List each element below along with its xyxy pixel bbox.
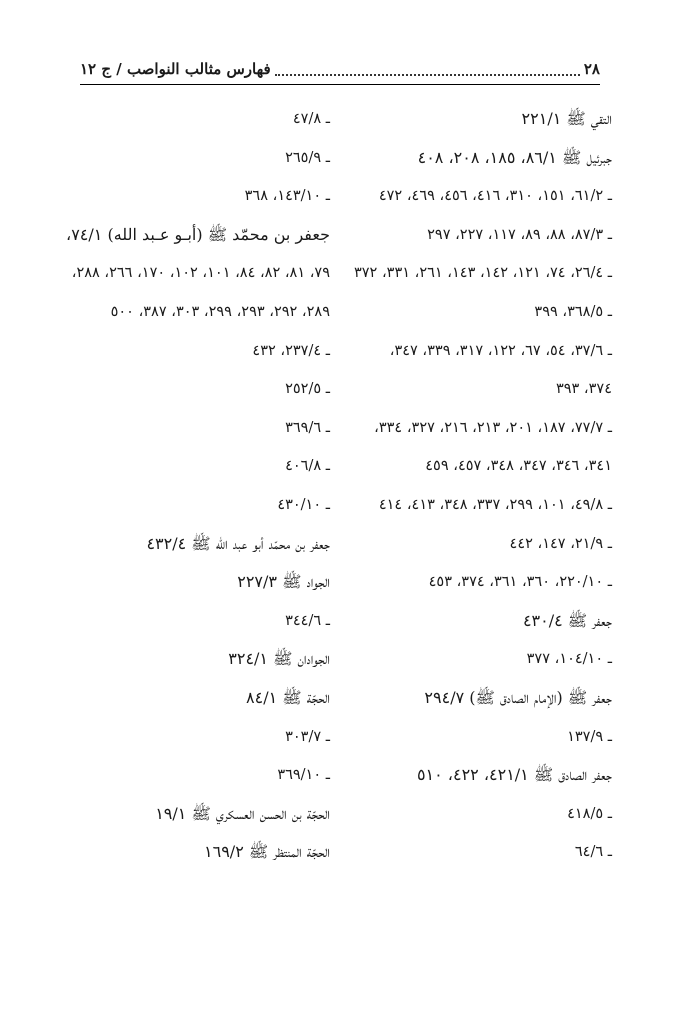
index-entry: ـ ٣٠٣/٧ (285, 728, 330, 745)
index-entry: ـ ٤٧/٨ (292, 111, 330, 127)
index-entry: ـ ٤٣٠/١٠ (277, 496, 330, 513)
index-entry: ـ ١٤٣/١٠، ٣٦٨ (244, 188, 330, 205)
index-entry: ـ ٧٧/٧، ١٨٧، ٢٠١، ٢١٣، ٢١٦، ٣٢٧، ٣٣٤، (374, 419, 612, 436)
index-entry: ـ ٢٣٧/٤، ٤٣٢ (252, 342, 330, 359)
index-entry: ـ ٣٧/٦، ٥٤، ٦٧، ١٢٢، ٣١٧، ٣٣٩، ٣٤٧، (389, 342, 612, 359)
header-title: فهارس مثالب النواصب / ج ١٢ (80, 60, 271, 78)
index-entry: ـ ٢١/٩، ١٤٧، ٤٤٢ (509, 535, 612, 552)
index-entry: ـ ٢٢٠/١٠، ٣٦٠، ٣٦١، ٣٧٤، ٤٥٣ (428, 574, 612, 591)
running-header (80, 56, 600, 82)
index-entry: الجواد ﷺ ٢٢٧/٣ (237, 572, 330, 592)
index-entry: ـ ٣٦٨/٥، ٣٩٩ (534, 303, 612, 320)
index-entry: الحجّة بن الحسن العسكري ﷺ ١٩/١ (155, 803, 330, 823)
index-entry: ـ ٤٠٦/٨ (285, 458, 330, 475)
index-entry: ـ ٣٤٤/٦ (285, 612, 330, 629)
index-entry: ـ ١٠٤/١٠، ٣٧٧ (526, 651, 612, 668)
index-entry: التقي ﷺ ٢٢١/١ (521, 109, 612, 128)
index-entry: ـ ٣٦٩/١٠ (277, 767, 330, 784)
index-entry: ٣٤١، ٣٤٦، ٣٤٧، ٣٤٨، ٤٥٧، ٤٥٩ (425, 458, 612, 475)
index-entry: ـ ٤١٨/٥ (567, 805, 612, 822)
index-entry: ٢٨٩، ٢٩٢، ٢٩٣، ٢٩٩، ٣٠٣، ٣٨٧، ٥٠٠ (110, 303, 330, 320)
index-column-left (60, 100, 330, 872)
index-entry: ـ ٢٦/٤، ٧٤، ١٢١، ١٤٢، ١٤٣، ٢٦١، ٣٣١، ٣٧٢ (353, 265, 612, 282)
index-entry: ـ ٤٩/٨، ١٠١، ٢٩٩، ٣٣٧، ٣٤٨، ٤١٣، ٤١٤ (378, 496, 612, 513)
index-entry: ـ ٢٥٢/٥ (285, 381, 330, 398)
index-entry: الحجّة ﷺ ٨٤/١ (246, 687, 330, 707)
index-entry: ـ ٦١/٢، ١٥١، ٣١٠، ٤١٦، ٤٥٦، ٤٦٩، ٤٧٢ (378, 188, 612, 205)
index-entry: جعفر الصادق ﷺ ٤٢١/١، ٤٢٢، ٥١٠ (416, 765, 612, 785)
index-entry: جبرئيل ﷺ ٨٦/١، ١٨٥، ٢٠٨، ٤٠٨ (417, 147, 612, 167)
header-rule (80, 84, 600, 85)
index-entry: ـ ٨٧/٣، ٨٨، ٨٩، ١١٧، ٢٢٧، ٢٩٧ (427, 226, 612, 243)
index-entry: جعفر بن محمّد ﷺ (أبـو عـبد الله) ٧٤/١، (66, 224, 330, 244)
index-column-right (352, 100, 612, 872)
index-entry: ـ ١٣٧/٩ (567, 728, 612, 745)
index-entry: ـ ٢٦٥/٩ (285, 149, 330, 166)
index-entry: ـ ٦٤/٦ (574, 844, 612, 861)
index-entry: الحجّة المنتظر ﷺ ١٦٩/٢ (204, 842, 330, 862)
header-dot-leader (275, 73, 580, 76)
index-entry: جعفر ﷺ ٤٣٠/٤ (522, 610, 612, 630)
index-entry: جعفر بن محمّد أبو عبد الله ﷺ ٤٣٢/٤ (146, 533, 330, 553)
index-entry: ٣٧٤، ٣٩٣ (555, 381, 612, 398)
index-entry: الجوادان ﷺ ٣٢٤/١ (228, 649, 330, 669)
index-entry: جعفر ﷺ (الإمام الصادق ﷺ) ٢٩٤/٧ (424, 687, 612, 707)
index-entry: ـ ٣٦٩/٦ (285, 419, 330, 436)
index-entry: ٧٩، ٨١، ٨٢، ٨٤، ١٠١، ١٠٢، ١٧٠، ٢٦٦، ٢٨٨، (71, 265, 330, 282)
page-number: ٢٨ (583, 60, 600, 78)
